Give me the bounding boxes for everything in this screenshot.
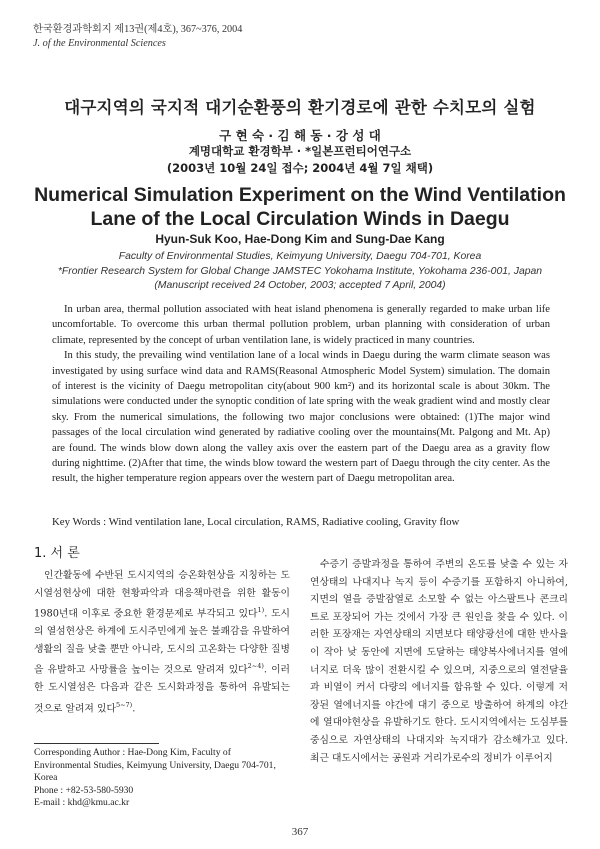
english-affiliations	[0, 250, 600, 294]
affiliation-2: *Frontier Research System for Global Change JAMSTEC Yokohama Institute, Yokohama 236-001, Japan	[57, 265, 543, 277]
left-column	[34, 542, 290, 718]
korean-title: 대구지역의 국지적 대기순환풍의 환기경로에 관한 수치모의 실험	[64, 98, 536, 117]
journal-header	[33, 23, 242, 51]
citation-ref: 5~7)	[115, 700, 133, 709]
english-title-line-2: Lane of the Local Circulation Winds in Daegu	[90, 208, 510, 230]
english-title-line-1: Numerical Simulation Experiment on the Wind Ventilation	[34, 184, 566, 206]
affiliation-1: Faculty of Environmental Studies, Keimyung University, Daegu 704-701, Korea	[118, 251, 482, 262]
abstract	[52, 302, 550, 487]
english-title	[0, 183, 600, 231]
korean-received-date: (2003년 10월 24일 접수; 2004년 4월 7일 채택)	[166, 161, 434, 175]
intro-text-4: .	[132, 702, 136, 714]
intro-paragraph-right: 수증기 증발과정을 통하여 주변의 온도를 낮출 수 있는 자연상태의 나대지나 녹지 등이 수증기를 포함하지 아니하여, 지면의 열을 증발잠열로 소모할 수 없는 아스팔트나 콘크리트로 포장되어 가는 것에서 가장 큰 원인을 찾을 수 있다. 이러한 포장재는 자연상태의 지면보다 태양광선에 대한 반사율이 작아 낮 동안에 지면에 도달하는 태양복사에너지를 열에너지로 더욱 많이 전환시킬 수 있으며, 지중으로의 열전달율과 비열이 커서 다량의 에너지를 함유할 수 있다. 이렇게 저장된 열에너지를 야간에 대기 중으로 방출하여 하계의 야간에 열대야현상을 유발하기도 한다. 도시지역에서는 도심부를 중심으로 자연상태의 나대지와 녹지대가 감소해가고 있다. 최근 대도시에서는 공원과 거리가로수의 정비가 이루어지	[310, 559, 568, 764]
intro-text-3: . 이러한 도시열섬은 다음과 같은 도시화과정을 통하여 유발되는 것으로 알려져 있다	[34, 664, 291, 714]
corresponding-author-note	[34, 747, 290, 810]
english-authors: Hyun-Suk Koo, Hae-Dong Kim and Sung-Dae Kang	[155, 232, 445, 246]
footnote-divider	[34, 743, 159, 744]
intro-text-1: 인간활동에 수반된 도시지역의 승온화현상을 지칭하는 도시열섬현상에 대한 현황파악과 대응책마련을 위한 활동이 1980년대 이후로 중요한 환경문제로 부각되고 있다	[34, 570, 290, 620]
section-heading: 1. 서 론	[34, 546, 80, 561]
corresponding-email: E-mail : khd@kmu.ac.kr	[34, 797, 130, 809]
abstract-paragraph-1: In urban area, thermal pollution associated with heat island phenomena is generally regarded to make urban life uncomfortable. To overcome this urban thermal pollution problem, urban planning with consideration of urban climate, represented by the concept of urban ventilation lane, is widely practiced in many countries.	[52, 304, 550, 346]
intro-text-2: . 도시의 열섬현상은 하계에 도시주민에게 높은 불쾌감을 유발하여 생활의 질을 낮출 뿐만 아니라, 도시의 고온화는 다양한 질병을 유발하고 사망률을 높이는 것으로 알려져 있다	[34, 608, 290, 676]
journal-name-korean: 한국환경과학회지 제13권(제4호), 367~376, 2004	[33, 24, 243, 35]
keywords: Key Words : Wind ventilation lane, Local circulation, RAMS, Radiative cooling, Gravity flow	[52, 516, 460, 528]
corresponding-author: Corresponding Author : Hae-Dong Kim, Faculty of Environmental Studies, Keimyung University, Daegu 704-701, Korea	[34, 747, 276, 784]
right-column	[310, 556, 568, 767]
abstract-paragraph-2: In this study, the prevailing wind ventilation lane of a local winds in Daegu during the warm climate season was investigated by using surface wind data and RAMS(Reasonal Atmospheric Model System) simulation. The domain of interest is the vicinity of Daegu metropolitan city(about 900 km²) and its horizontal scale is about 30km. The simulations were conducted under the synoptic condition of late spring with the weak gradient wind and mostly clear sky. From the numerical simulations, the following two major conclusions were obtained: (1)The major wind passages of the local circulation wind generated by radiative cooling over the mountains(Mt. Palgong and Mt. Ap) are found. The winds blow down along the valley axis over the eastern part of the Daegu area as a gravity flow during nighttime. (2)After that time, the winds blow toward the western part of Daegu through the city center. As the result, the higher temperature region appears over the western part of Daegu metropolitan area.	[52, 350, 550, 485]
page-number: 367	[291, 826, 309, 838]
korean-affiliation: 계명대학교 환경학부 · *일본프런티어연구소	[188, 144, 412, 158]
intro-paragraph-left	[34, 567, 290, 718]
manuscript-note: (Manuscript received 24 October, 2003; accepted 7 April, 2004)	[154, 280, 446, 291]
corresponding-phone: Phone : +82-53-580-5930	[34, 784, 134, 796]
journal-name-english: J. of the Environmental Sciences	[33, 38, 166, 49]
korean-authors: 구 현 숙 · 김 해 동 · 강 성 대	[219, 128, 381, 143]
citation-ref: 2~4)	[247, 662, 264, 671]
citation-ref: 1)	[257, 606, 265, 615]
